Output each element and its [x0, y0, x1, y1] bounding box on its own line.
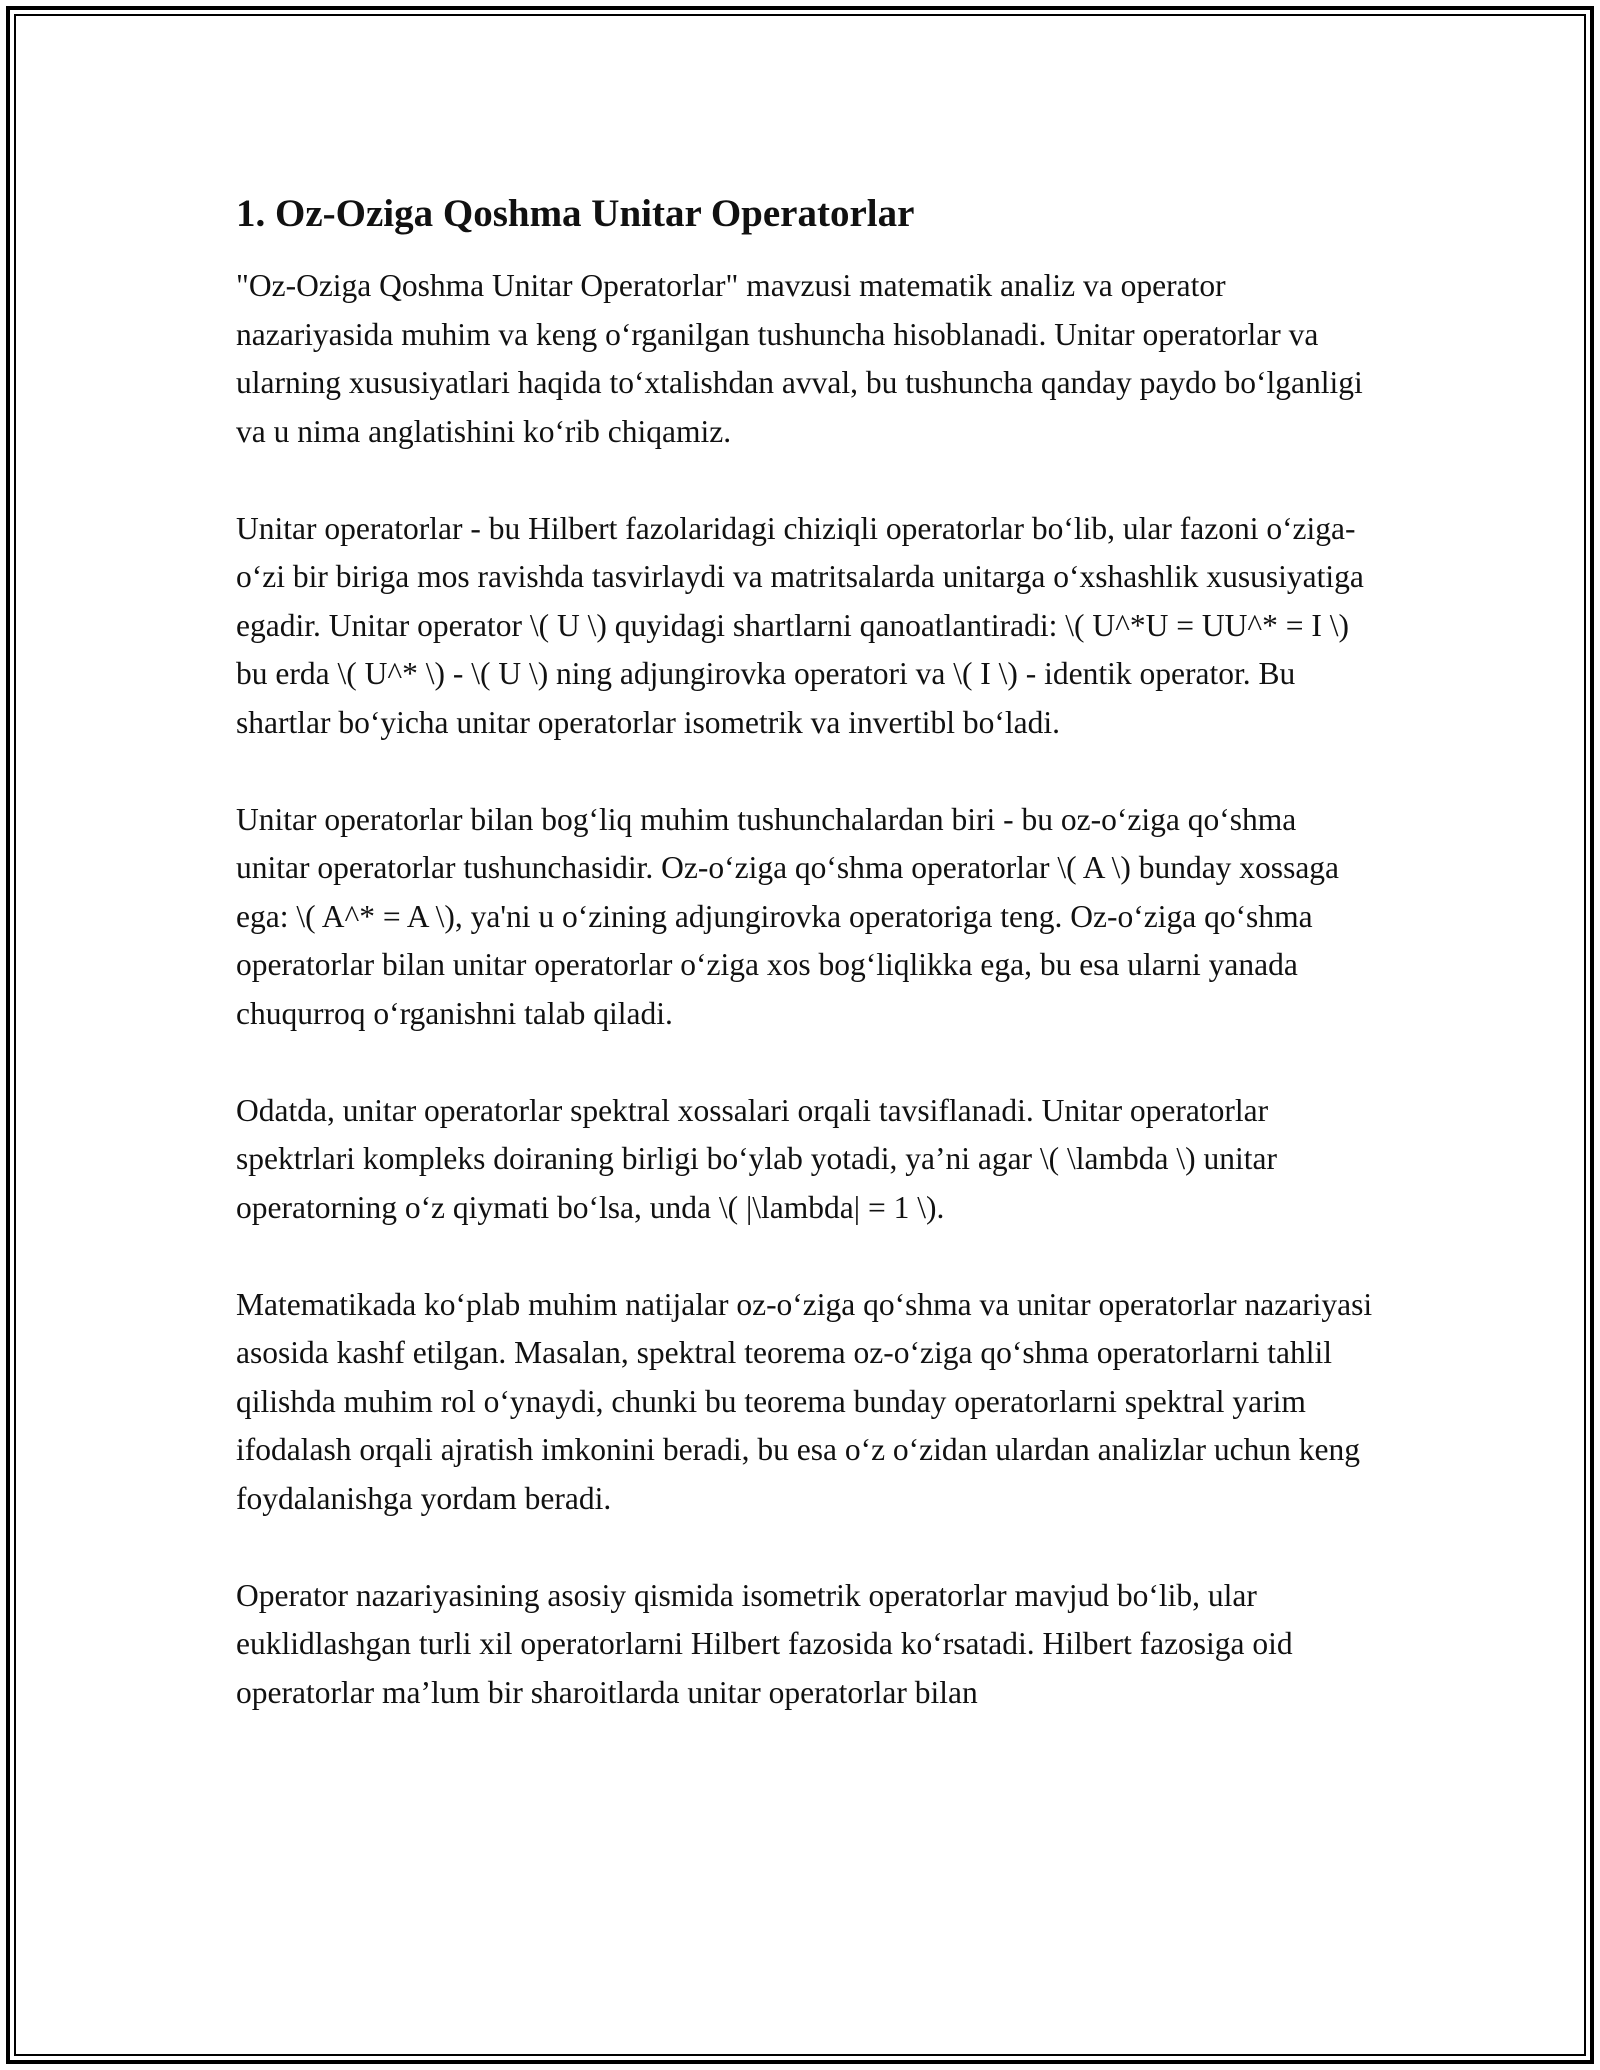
page-title: 1. Oz-Oziga Qoshma Unitar Operatorlar: [236, 192, 915, 235]
document-body: [236, 186, 1376, 1766]
paragraph-unitar-definition: Unitar operatorlar - bu Hilbert fazolaridagi chiziqli operatorlar bo‘lib, ular fazoni o‘ziga-o‘zi bir biriga mos ravishda tasvirlaydi va matritsalarda unitarga o‘xshashlik xususiyatiga egadir. Unitar operator \( U \) quyidagi shartlarni qanoatlantiradi: \( U^*U = UU^* = I \) bu erda \( U^* \) - \( U \) ning adjungirovka operatori va \( I \) - identik operator. Bu shartlar bo‘yicha unitar operatorlar isometrik va invertibl bo‘ladi.: [236, 510, 1364, 740]
paragraph-self-adjoint: Unitar operatorlar bilan bog‘liq muhim tushunchalardan biri - bu oz-o‘ziga qo‘shma unitar operatorlar tushunchasidir. Oz-o‘ziga qo‘shma operatorlar \( A \) bunday xossaga ega: \( A^* = A \), ya'ni u o‘zining adjungirovka operatoriga teng. Oz-o‘ziga qo‘shma operatorlar bilan unitar operatorlar o‘ziga xos bog‘liqlikka ega, bu esa ularni yanada chuqurroq o‘rganishni talab qiladi.: [236, 801, 1340, 1031]
paragraph-results: Matematikada ko‘plab muhim natijalar oz-o‘ziga qo‘shma va unitar operatorlar nazariyasi asosida kashf etilgan. Masalan, spektral teorema oz-o‘ziga qo‘shma operatorlarni tahlil qilishda muhim rol o‘ynaydi, chunki bu teorema bunday operatorlarni spektral yarim ifodalash orqali ajratish imkonini beradi, bu esa o‘z o‘zidan ulardan analizlar uchun keng foydalanishga yordam beradi.: [236, 1286, 1373, 1516]
paragraph-intro: "Oz-Oziga Qoshma Unitar Operatorlar" mavzusi matematik analiz va operator nazariyasida muhim va keng o‘rganilgan tushuncha hisoblanadi. Unitar operatorlar va ularning xususiyatlari haqida to‘xtalishdan avval, bu tushuncha qanday paydo bo‘lganligi va u nima anglatishini ko‘rib chiqamiz.: [236, 268, 1363, 449]
paragraph-spectral: Odatda, unitar operatorlar spektral xossalari orqali tavsiflanadi. Unitar operatorlar spektrlari kompleks doiraning birligi bo‘ylab yotadi, ya’ni agar \( \lambda \) unitar operatorning o‘z qiymati bo‘lsa, unda \( |\lambda| = 1 \).: [236, 1092, 1277, 1225]
paragraph-isometric: Operator nazariyasining asosiy qismida isometrik operatorlar mavjud bo‘lib, ular euklidlashgan turli xil operatorlarni Hilbert fazosida ko‘rsatadi. Hilbert fazosiga oid operatorlar ma’lum bir sharoitlarda unitar operatorlar bilan: [236, 1577, 1293, 1710]
